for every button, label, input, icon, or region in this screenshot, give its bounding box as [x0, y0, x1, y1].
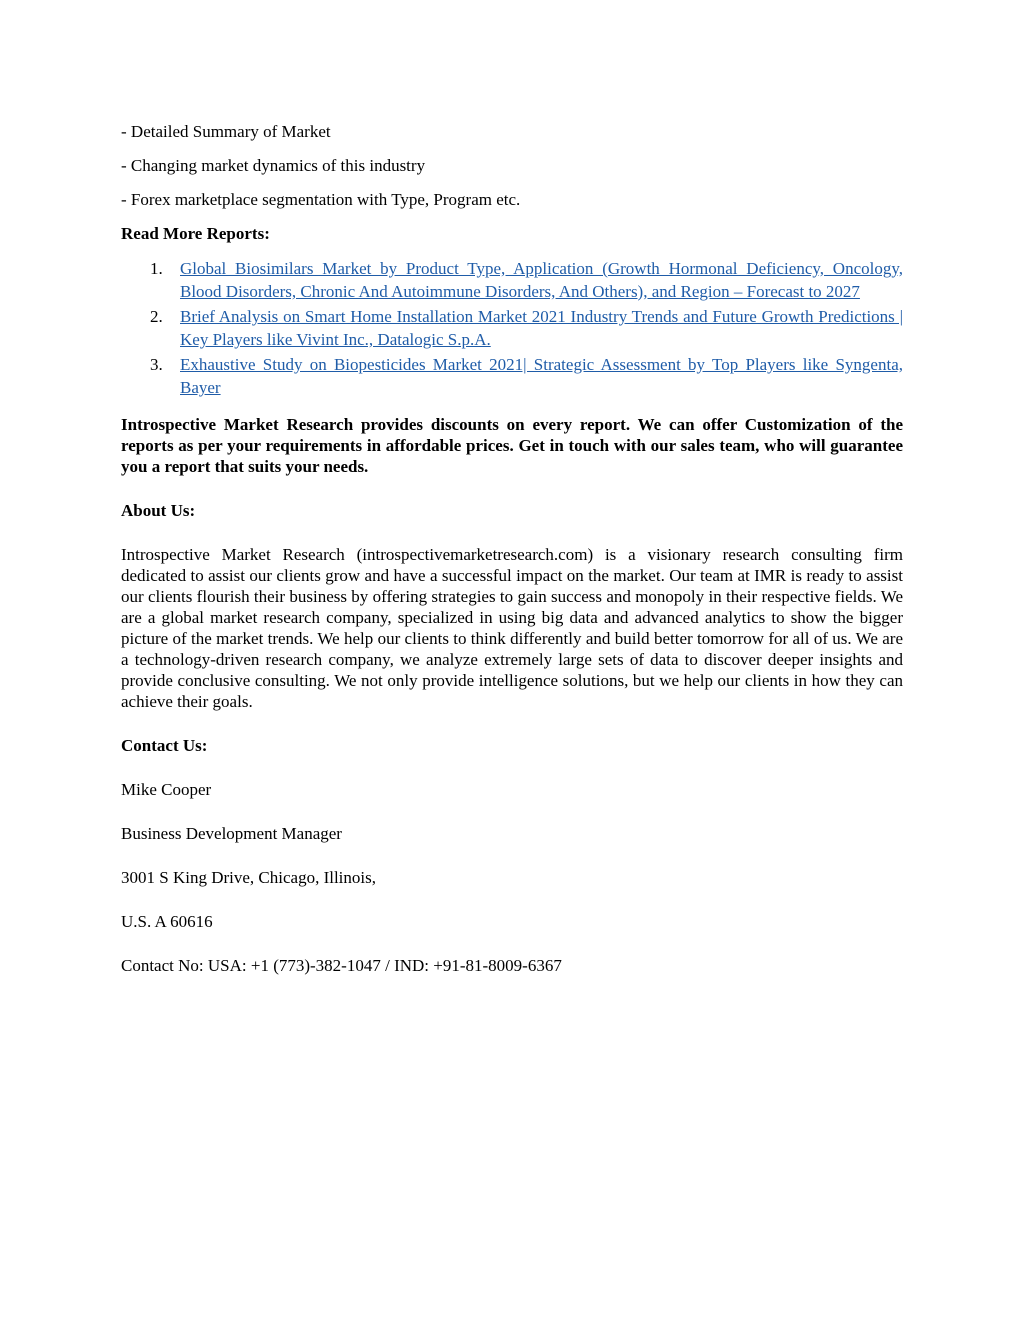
about-paragraph: Introspective Market Research (introspectivemarketresearch.com) is a visionary research consulting firm dedicated to assist our clients grow and have a successful impact on the market. Our team at IMR is ready to assist our clients flourish their business by offering strategies to gain success and monopoly in their respective fields. We are a global market research company, specialized in using big data and advanced analytics to show the bigger picture of the market trends. We help our clients to think differently and build better tomorrow for all of us. We are a technology-driven research company, we analyze extremely large sets of data to discover deeper insights and provide conclusive consulting. We not only provide intelligence solutions, but we help our clients in how they can achieve their goals. [121, 545, 903, 711]
contact-address-line1: 3001 S King Drive, Chicago, Illinois, [121, 868, 376, 887]
report-link-smart-home[interactable]: Brief Analysis on Smart Home Installation Market 2021 Industry Trends and Future Growth Predictions | Key Players like Vivint Inc., Datalogic S.p.A. [180, 307, 903, 349]
list-item [121, 353, 903, 399]
about-heading: About Us: [121, 501, 196, 520]
contact-heading: Contact Us: [121, 736, 208, 755]
report-link-biopesticides[interactable]: Exhaustive Study on Biopesticides Market 2021| Strategic Assessment by Top Players like Syngenta, Bayer [180, 355, 903, 397]
contact-name: Mike Cooper [121, 780, 212, 799]
bullet-summary: - Detailed Summary of Market [121, 122, 331, 141]
bullet-segmentation: - Forex marketplace segmentation with Type, Program etc. [121, 190, 521, 209]
list-number: 1. [150, 259, 163, 278]
contact-title: Business Development Manager [121, 824, 342, 843]
read-more-list [121, 257, 903, 399]
list-item [121, 305, 903, 351]
document-page [121, 121, 903, 999]
discount-paragraph: Introspective Market Research provides discounts on every report. We can offer Customization of the reports as per your requirements in affordable prices. Get in touch with our sales team, who will guarantee you a report that suits your needs. [121, 415, 903, 476]
bullet-dynamics: - Changing market dynamics of this industry [121, 156, 426, 175]
contact-phone: Contact No: USA: +1 (773)-382-1047 / IND: +91-81-8009-6367 [121, 956, 562, 975]
contact-address-line2: U.S. A 60616 [121, 912, 213, 931]
report-link-biosimilars[interactable]: Global Biosimilars Market by Product Type, Application (Growth Hormonal Deficiency, Oncology, Blood Disorders, Chronic And Autoimmune Disorders, And Others), and Region – Forecast to 2027 [180, 259, 903, 301]
list-item [121, 257, 903, 303]
read-more-heading: Read More Reports: [121, 224, 270, 243]
list-number: 3. [150, 355, 163, 374]
list-number: 2. [150, 307, 163, 326]
